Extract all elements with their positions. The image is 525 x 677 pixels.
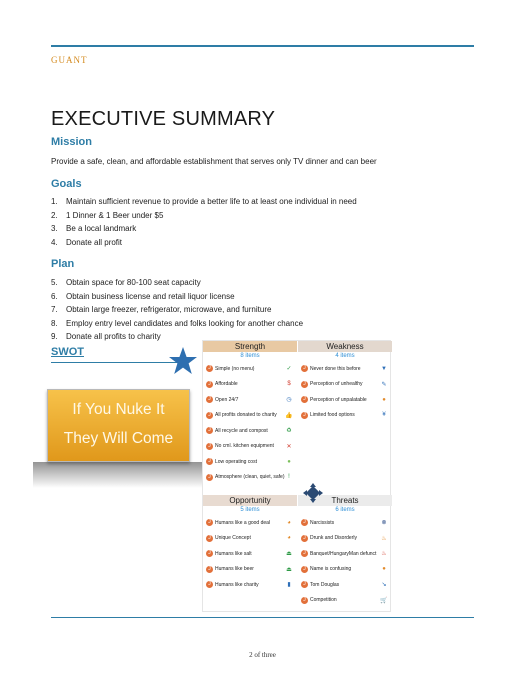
status-icon: ✓ [286,366,292,373]
avatar: J [206,581,213,588]
status-icon: ✎ [381,381,387,388]
swot-item-label: Narcissists [310,519,335,526]
promo-banner [47,389,190,462]
weakness-count: 4 items [335,353,355,359]
bottom-rule [51,617,474,618]
avatar: J [206,519,213,526]
status-icon: $ [287,381,291,388]
avatar: J [301,381,308,388]
swot-strength-quadrant [203,341,297,485]
strength-count: 8 items [240,353,260,359]
page-title: EXECUTIVE SUMMARY [51,108,276,130]
swot-item-label: Competition [310,597,337,604]
top-rule [51,45,474,47]
swot-underline-rule [51,362,179,363]
swot-item-label: All recycle and compost [215,427,268,434]
swot-item-label: Humans like salt [215,550,252,557]
swot-item[interactable] [203,439,297,455]
avatar: J [206,381,213,388]
avatar: J [301,365,308,372]
brand-label: GUANT [51,55,88,65]
threats-items [298,515,392,608]
list-item: 8. Employ entry level candidates and folks looking for another chance [51,318,304,328]
swot-item[interactable] [298,408,392,424]
plan-list [51,276,303,344]
avatar: J [206,412,213,419]
swot-item-label: Limited food options [310,412,355,419]
weakness-header: Weakness [298,341,392,352]
swot-item[interactable] [203,423,297,439]
swot-item[interactable] [203,562,297,578]
avatar: J [206,566,213,573]
avatar: J [206,443,213,450]
status-icon: ▮ [287,582,291,589]
swot-item-label: Perception of unhealthy [310,381,363,388]
swot-item[interactable] [203,408,297,424]
promo-line-1: If You Nuke It [72,401,165,418]
swot-item-label: Humans like a good deal [215,519,271,526]
swot-item-label: Humans like charity [215,581,259,588]
swot-item-label: Open 24/7 [215,396,239,403]
swot-item[interactable] [298,577,392,593]
swot-item[interactable] [298,377,392,393]
status-icon: ♻ [286,428,292,435]
swot-item-label: Tom Douglas [310,581,340,588]
list-item: 6. Obtain business license and retail liquor license [51,291,235,301]
status-icon: ¥ [382,412,386,419]
swot-item[interactable] [298,546,392,562]
opportunity-header: Opportunity [203,495,297,506]
avatar: J [301,412,308,419]
page-number: 2 of three [249,651,276,659]
avatar: J [301,535,308,542]
threats-header: Threats [298,495,392,506]
mission-text: Provide a safe, clean, and affordable establishment that serves only TV dinner and can beer [51,157,377,166]
swot-item-label: Name is confusing [310,566,352,573]
swot-item[interactable] [298,593,392,609]
swot-item[interactable] [298,562,392,578]
swot-opportunity-quadrant [203,495,297,593]
status-icon: ● [287,458,291,465]
strength-items [203,361,297,485]
status-icon: ◷ [286,397,292,404]
list-item: 1. Maintain sufficient revenue to provide a better life to at least one individual in need [51,197,357,206]
avatar: J [206,474,213,481]
swot-item-label: Low operating cost [215,458,257,465]
avatar: J [301,581,308,588]
swot-item[interactable] [298,361,392,377]
swot-item[interactable] [203,577,297,593]
swot-weakness-quadrant [298,341,392,423]
promo-reflection [33,462,203,488]
swot-item[interactable] [298,515,392,531]
strength-header: Strength [203,341,297,352]
swot-item[interactable] [203,361,297,377]
opportunity-count: 5 items [240,507,260,513]
swot-item[interactable] [203,531,297,547]
avatar: J [206,458,213,465]
swot-item[interactable] [298,392,392,408]
status-icon: 👍 [285,412,293,419]
status-icon: ✕ [286,443,292,450]
status-icon: ♨ [381,535,387,542]
status-icon: ▼ [381,365,387,372]
avatar: J [301,396,308,403]
swot-item[interactable] [203,470,297,486]
avatar: J [206,427,213,434]
weakness-items [298,361,392,423]
swot-item-label: Affordable [215,381,238,388]
swot-matrix [202,340,391,612]
swot-item-label: Unique Concept [215,535,251,542]
swot-item-label: Atmosphere (clean, quiet, safe) [215,474,285,481]
avatar: J [301,566,308,573]
list-item: 7. Obtain large freezer, refrigerator, microwave, and furniture [51,305,272,315]
list-item: 3. Be a local landmark [51,224,137,234]
swot-item-label: All profits donated to charity [215,412,277,419]
status-icon: ♨ [381,551,387,558]
status-icon: ◕ [287,519,291,526]
swot-item-label: Humans like beer [215,566,254,573]
avatar: J [206,535,213,542]
list-item: 9. Donate all profits to charity [51,332,161,342]
opportunity-items [203,515,297,593]
list-item: 2. 1 Dinner & 1 Beer under $5 [51,210,164,220]
swot-item-label: Banquet/HungaryMan defunct [310,550,377,557]
swot-item[interactable] [203,546,297,562]
swot-threats-quadrant [298,495,392,608]
goals-list [51,195,357,249]
status-icon: ◕ [287,535,291,542]
swot-item[interactable] [203,377,297,393]
swot-item[interactable] [298,531,392,547]
status-icon: ● [382,396,386,403]
swot-item[interactable] [203,454,297,470]
plan-heading: Plan [51,258,75,270]
status-icon: ⊗ [381,520,387,527]
avatar: J [301,597,308,604]
star-icon [168,346,198,376]
list-item: 4. Donate all profit [51,237,123,247]
status-icon: ● [382,566,386,573]
list-item: 5. Obtain space for 80-100 seat capacity [51,278,201,287]
swot-item-label: No cml. kitchen equipment [215,443,274,450]
swot-item-label: Drunk and Disorderly [310,535,357,542]
status-icon: ↘ [381,582,387,589]
move-control-icon[interactable] [303,483,323,503]
swot-item[interactable] [203,392,297,408]
status-icon: ⏏ [286,566,292,573]
mission-heading: Mission [51,136,92,148]
avatar: J [301,519,308,526]
promo-line-2: They Will Come [63,430,174,447]
swot-item-label: Simple (no menu) [215,365,255,372]
goals-heading: Goals [51,178,82,190]
status-icon: 🛒 [380,597,388,604]
swot-item[interactable] [203,515,297,531]
avatar: J [206,396,213,403]
swot-item-label: Never done this before [310,365,361,372]
threats-count: 6 items [335,507,355,513]
avatar: J [301,550,308,557]
swot-item-label: Perception of unpalatable [310,396,367,403]
status-icon: ⏏ [286,551,292,558]
avatar: J [206,550,213,557]
status-icon: ! [288,474,290,481]
swot-link[interactable]: SWOT [51,346,84,358]
avatar: J [206,365,213,372]
